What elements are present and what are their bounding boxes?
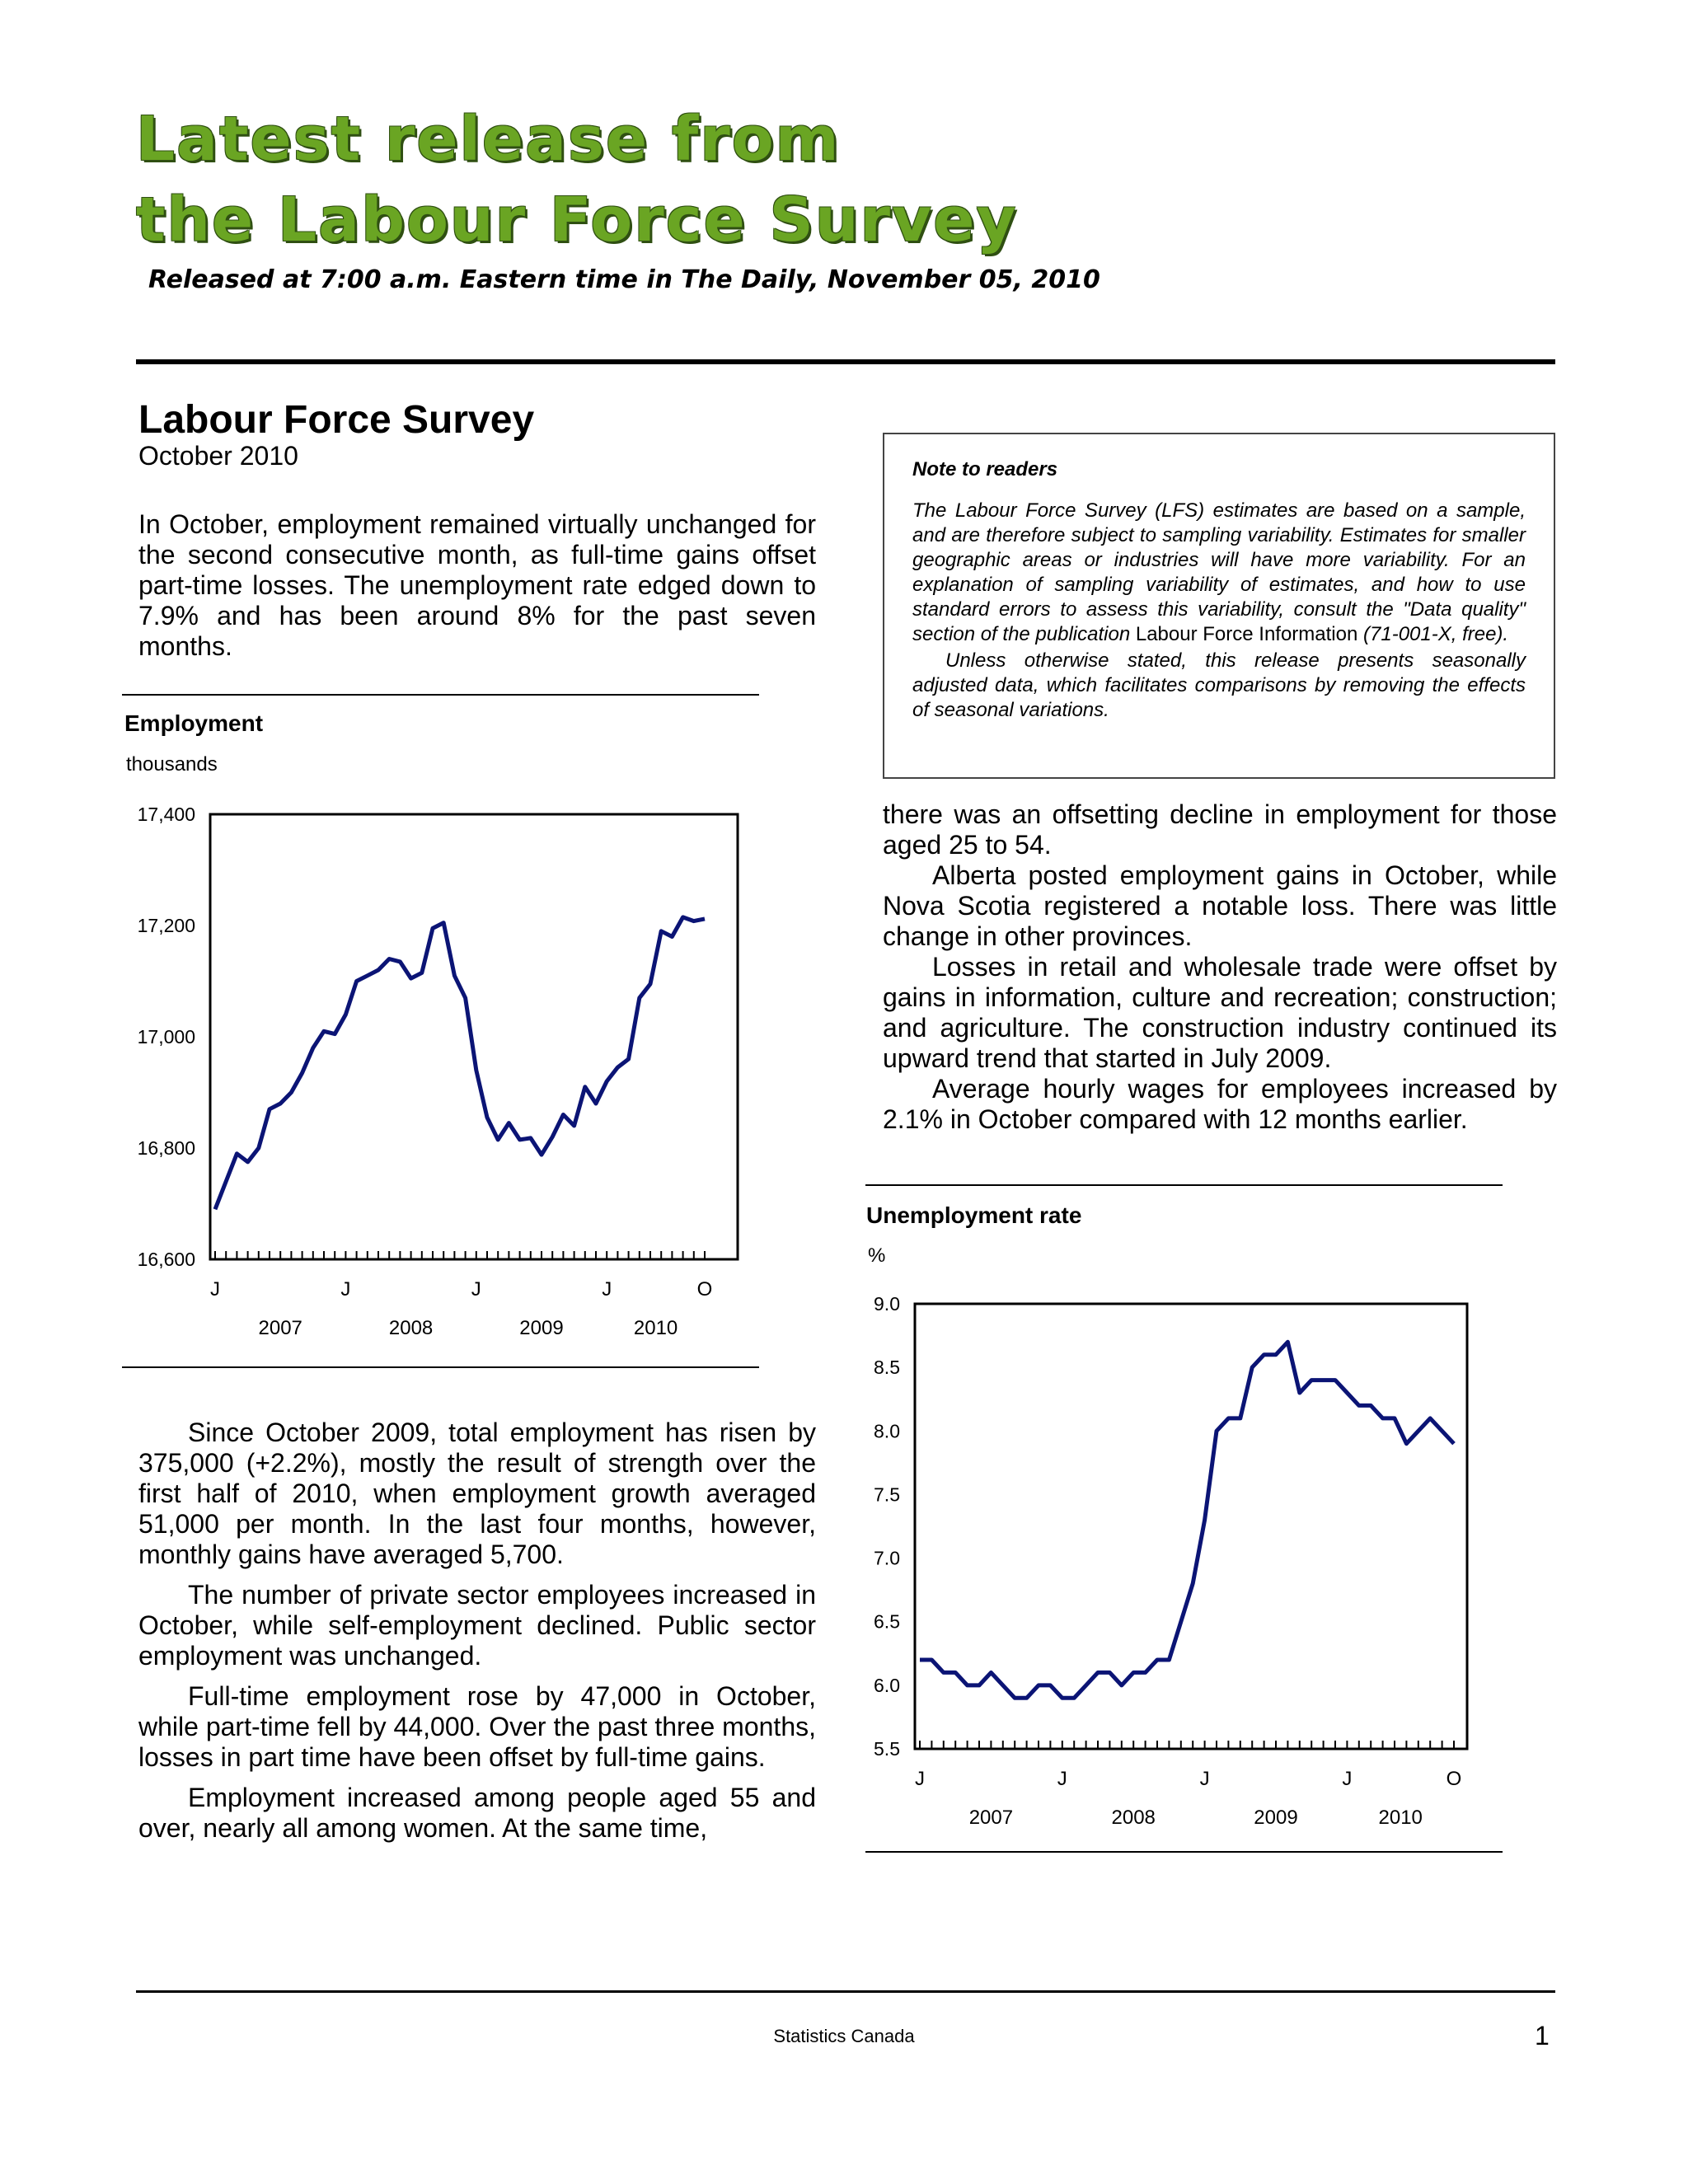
employment-x-year-label: 2007 bbox=[258, 1317, 302, 1339]
note-title: Note to readers bbox=[912, 458, 1058, 480]
employment-chart-title: Employment bbox=[124, 710, 264, 736]
unemployment-x-year-label: 2008 bbox=[1111, 1807, 1156, 1829]
intro-paragraph: In October, employment remained virtually unchanged for the second consecutive month, as full-time gains offset part-time losses. The unemployment rate edged down to 7.9% and has been around 8% for the past seven months. bbox=[138, 509, 816, 661]
right-paragraph: Alberta posted employment gains in October, while Nova Scotia registered a notable loss. There was little change in other provinces. bbox=[883, 860, 1557, 951]
unemployment-x-year-label: 2009 bbox=[1254, 1807, 1298, 1829]
employment-y-tick-label: 16,800 bbox=[137, 1137, 195, 1159]
right-paragraph: Losses in retail and wholesale trade were offset by gains in information, culture and recreation; construction; and agriculture. The construction industry continued its upward trend that started in July 2009. bbox=[883, 952, 1557, 1073]
unemployment-x-month-label: J bbox=[1199, 1768, 1210, 1790]
employment-x-year-label: 2010 bbox=[633, 1317, 678, 1339]
unemployment-chart-bottom-rule bbox=[865, 1851, 1503, 1853]
employment-x-month-label: J bbox=[602, 1278, 612, 1301]
unemployment-chart-top-rule bbox=[865, 1184, 1503, 1186]
right-paragraph: Average hourly wages for employees increased by 2.1% in October compared with 12 months earlier. bbox=[883, 1074, 1557, 1134]
unemployment-x-month-label: J bbox=[1342, 1768, 1353, 1790]
employment-y-tick-label: 16,600 bbox=[137, 1249, 195, 1270]
unemployment-y-tick-label: 6.0 bbox=[874, 1674, 900, 1696]
unemployment-y-tick-label: 7.0 bbox=[874, 1547, 900, 1569]
employment-y-tick-label: 17,000 bbox=[137, 1026, 195, 1047]
employment-chart-unit: thousands bbox=[126, 753, 218, 776]
note-paragraph-2: Unless otherwise stated, this release presents seasonally adjusted data, which facilitates comparisons by removing the effects of seasonal variations. bbox=[912, 649, 1526, 721]
unemployment-chart-title: Unemployment rate bbox=[866, 1202, 1082, 1228]
intro-block bbox=[138, 509, 816, 662]
unemployment-x-year-label: 2010 bbox=[1378, 1807, 1423, 1829]
footer-source: Statistics Canada bbox=[773, 2026, 915, 2046]
banner-title bbox=[136, 99, 1018, 260]
employment-y-tick-label: 17,200 bbox=[137, 915, 195, 936]
release-line: Released at 7:00 a.m. Eastern time in The Daily, November 05, 2010 bbox=[148, 265, 1100, 294]
note-paragraph-1 bbox=[912, 499, 1526, 647]
left-paragraph: Full-time employment rose by 47,000 in October, while part-time fell by 44,000. Over the past three months, losses in part time have been offset by full-time gains. bbox=[138, 1681, 816, 1772]
unemployment-x-month-label: O bbox=[1446, 1768, 1462, 1790]
employment-x-month-label: J bbox=[340, 1278, 351, 1301]
unemployment-y-tick-label: 8.5 bbox=[874, 1357, 900, 1379]
employment-chart bbox=[107, 791, 767, 1360]
banner-line-1: Latest release from bbox=[136, 104, 841, 175]
note-para1-text: The Labour Force Survey (LFS) estimates are based on a sample, and are therefore subject to sampling variability. Estimates for smaller geographic areas or industries will have more variability. For an explanation of sampling variability of estimates, and how to use standard errors to assess this variability, consult the "Data quality" section of the publication bbox=[912, 499, 1526, 645]
page-title: Labour Force Survey bbox=[138, 398, 535, 442]
page-subtitle: October 2010 bbox=[138, 441, 298, 471]
page-number: 1 bbox=[1535, 2021, 1550, 2050]
right-continuation: there was an offsetting decline in employment for those aged 25 to 54. bbox=[883, 799, 1557, 860]
unemployment-series-line bbox=[920, 1342, 1454, 1698]
note-publication-name: Labour Force Information bbox=[1135, 623, 1358, 645]
left-paragraph: The number of private sector employees increased in October, while self-employment declined. Public sector employment was unchanged. bbox=[138, 1580, 816, 1671]
employment-chart-top-rule bbox=[122, 694, 759, 696]
unemployment-x-year-label: 2007 bbox=[968, 1807, 1014, 1829]
unemployment-y-tick-label: 7.5 bbox=[874, 1483, 900, 1506]
unemployment-y-tick-label: 8.0 bbox=[874, 1420, 900, 1442]
employment-plot-frame bbox=[210, 814, 738, 1259]
employment-chart-bottom-rule bbox=[122, 1366, 759, 1368]
employment-x-month-label: O bbox=[696, 1278, 713, 1301]
employment-series-line bbox=[215, 917, 705, 1209]
unemployment-x-month-label: J bbox=[915, 1768, 925, 1790]
left-paragraph: Since October 2009, total employment has risen by 375,000 (+2.2%), mostly the result of strength over the first half of 2010, when employment growth averaged 51,000 per month. In the last four months, however, monthly gains have averaged 5,700. bbox=[138, 1418, 816, 1569]
header-rule bbox=[136, 359, 1555, 364]
note-to-readers bbox=[883, 433, 1555, 779]
employment-x-month-label: J bbox=[471, 1278, 481, 1301]
left-paragraph: Employment increased among people aged 55 and over, nearly all among women. At the same time, bbox=[138, 1783, 816, 1843]
employment-x-month-label: J bbox=[210, 1278, 220, 1301]
unemployment-chart bbox=[849, 1277, 1508, 1846]
right-column-body bbox=[883, 799, 1557, 1135]
unemployment-y-tick-label: 6.5 bbox=[874, 1610, 900, 1633]
unemployment-chart-unit: % bbox=[868, 1244, 886, 1267]
unemployment-y-tick-label: 9.0 bbox=[874, 1293, 900, 1315]
unemployment-x-month-label: J bbox=[1057, 1768, 1067, 1790]
employment-x-year-label: 2009 bbox=[519, 1317, 564, 1339]
note-para1-end: (71-001-X, free). bbox=[1357, 623, 1509, 645]
employment-x-year-label: 2008 bbox=[388, 1317, 434, 1339]
footer-rule bbox=[136, 1990, 1555, 1993]
employment-y-tick-label: 17,400 bbox=[137, 804, 195, 825]
left-column-body bbox=[138, 1418, 816, 1844]
unemployment-y-tick-label: 5.5 bbox=[874, 1738, 900, 1760]
banner-line-2: the Labour Force Survey bbox=[136, 185, 1018, 255]
